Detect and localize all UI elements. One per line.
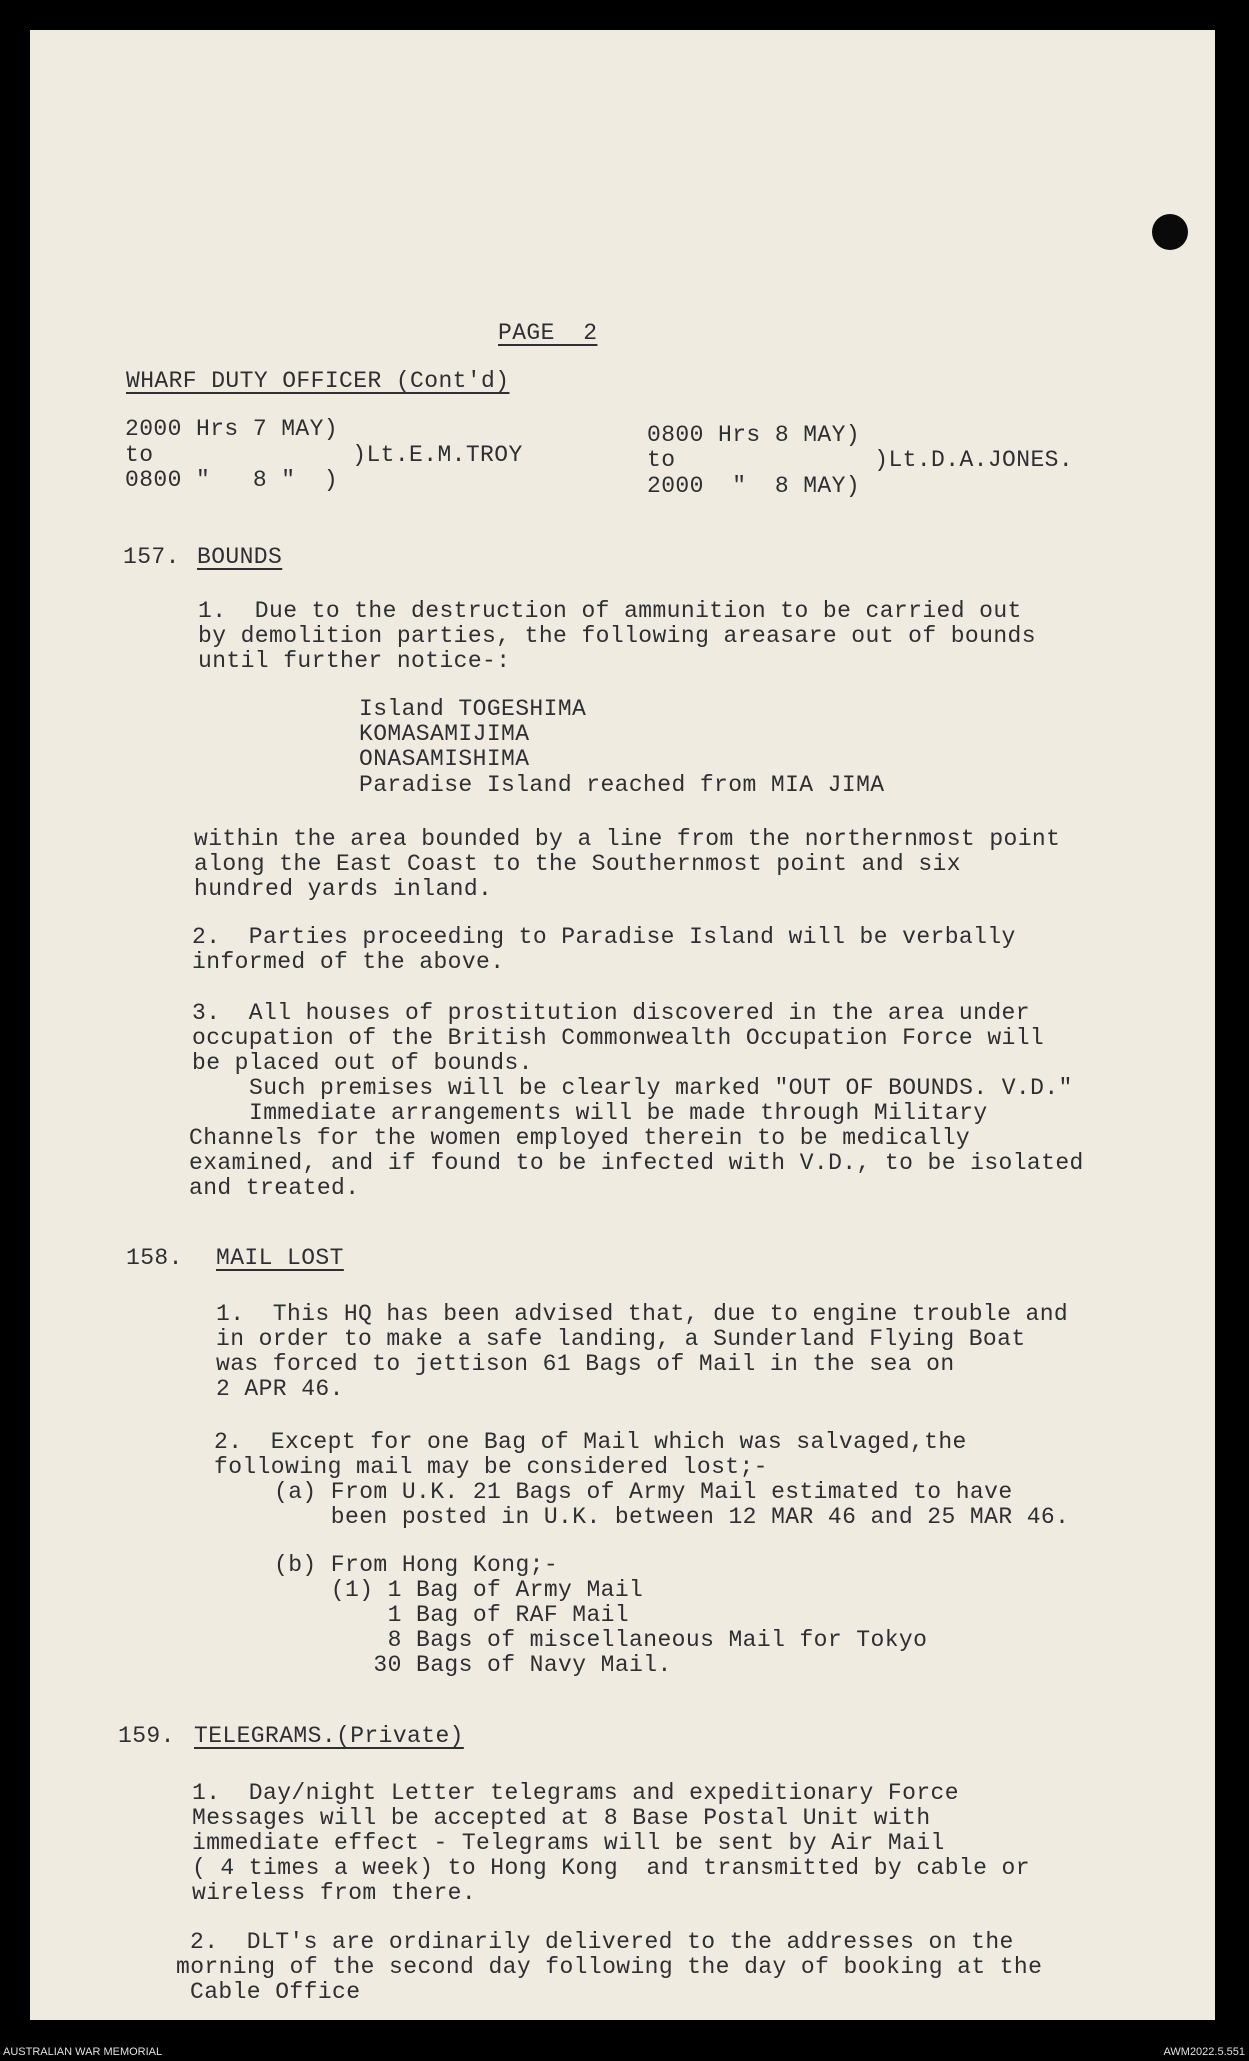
text-line: Immediate arrangements will be made through Military bbox=[249, 1100, 988, 1126]
text-line: and treated. bbox=[189, 1175, 360, 1201]
text-line: 30 Bags of Navy Mail. bbox=[274, 1652, 672, 1678]
duty-right-line: to )Lt.D.A.JONES. bbox=[647, 447, 1074, 473]
text-line: be placed out of bounds. bbox=[192, 1050, 533, 1076]
page-number: PAGE 2 bbox=[498, 320, 598, 346]
footer-catalog-number: AWM2022.5.551 bbox=[1163, 2046, 1245, 2058]
text-line: along the East Coast to the Southernmost point and six bbox=[194, 851, 961, 877]
text-line: (1) 1 Bag of Army Mail bbox=[274, 1577, 644, 1603]
duty-left-line: 2000 Hrs 7 MAY) bbox=[125, 416, 339, 442]
text-line: within the area bounded by a line from the northernmost point bbox=[194, 826, 1061, 852]
text-line: (a) From U.K. 21 Bags of Army Mail estimated to have bbox=[274, 1479, 1013, 1505]
text-line: ( 4 times a week) to Hong Kong and transmitted by cable or bbox=[192, 1855, 1030, 1881]
text-line: wireless from there. bbox=[192, 1880, 477, 1906]
duty-left-line: 0800 " 8 " ) bbox=[125, 467, 339, 493]
text-line: 8 Bags of miscellaneous Mail for Tokyo bbox=[274, 1627, 928, 1653]
text-line: until further notice-: bbox=[198, 648, 511, 674]
text-line: in order to make a safe landing, a Sunderland Flying Boat bbox=[216, 1326, 1026, 1352]
section-number: 157. bbox=[123, 544, 180, 570]
text-line: 1 Bag of RAF Mail bbox=[274, 1602, 630, 1628]
footer-archive-name: AUSTRALIAN WAR MEMORIAL bbox=[3, 2046, 163, 2058]
duty-left-line: to )Lt.E.M.TROY bbox=[125, 442, 523, 468]
text-line: hundred yards inland. bbox=[194, 876, 493, 902]
punch-hole bbox=[1152, 214, 1188, 250]
area-item: KOMASAMIJIMA bbox=[359, 721, 530, 747]
text-line: Such premises will be clearly marked "OUT OF BOUNDS. V.D." bbox=[249, 1075, 1073, 1101]
duty-right-line: 2000 " 8 MAY) bbox=[647, 473, 861, 499]
text-line: 2. Parties proceeding to Paradise Island will be verbally bbox=[192, 924, 1016, 950]
duty-right-line: 0800 Hrs 8 MAY) bbox=[647, 422, 861, 448]
text-line: morning of the second day following the day of booking at the bbox=[176, 1954, 1043, 1980]
section-heading: TELEGRAMS.(Private) bbox=[194, 1723, 464, 1749]
text-line: Cable Office bbox=[190, 1979, 361, 2005]
text-line: 1. This HQ has been advised that, due to engine trouble and bbox=[216, 1301, 1069, 1327]
text-line: 1. Due to the destruction of ammunition to be carried out bbox=[198, 598, 1022, 624]
text-line: 2. DLT's are ordinarily delivered to the addresses on the bbox=[190, 1929, 1014, 1955]
text-line: following mail may be considered lost;- bbox=[214, 1454, 768, 1480]
text-line: Messages will be accepted at 8 Base Postal Unit with bbox=[192, 1805, 931, 1831]
section-number: 158. bbox=[126, 1245, 183, 1271]
section-heading: BOUNDS bbox=[197, 544, 283, 570]
text-line: was forced to jettison 61 Bags of Mail in the sea on bbox=[216, 1351, 955, 1377]
section-heading: MAIL LOST bbox=[216, 1245, 344, 1271]
area-item: Island TOGESHIMA bbox=[359, 696, 587, 722]
text-line: 2. Except for one Bag of Mail which was salvaged,the bbox=[214, 1429, 967, 1455]
section-title: WHARF DUTY OFFICER (Cont'd) bbox=[126, 368, 510, 394]
area-item: Paradise Island reached from MIA JIMA bbox=[359, 772, 885, 798]
area-item: ONASAMISHIMA bbox=[359, 746, 530, 772]
text-line: (b) From Hong Kong;- bbox=[274, 1552, 559, 1578]
text-line: 1. Day/night Letter telegrams and expeditionary Force bbox=[192, 1780, 959, 1806]
text-line: 3. All houses of prostitution discovered in the area under bbox=[192, 1000, 1030, 1026]
section-number: 159. bbox=[118, 1723, 175, 1749]
text-line: 2 APR 46. bbox=[216, 1376, 344, 1402]
text-line: occupation of the British Commonwealth Occupation Force will bbox=[192, 1025, 1045, 1051]
text-line: examined, and if found to be infected with V.D., to be isolated bbox=[189, 1150, 1084, 1176]
text-line: immediate effect - Telegrams will be sent by Air Mail bbox=[192, 1830, 945, 1856]
text-line: Channels for the women employed therein to be medically bbox=[189, 1125, 971, 1151]
text-line: by demolition parties, the following areasare out of bounds bbox=[198, 623, 1036, 649]
text-line: informed of the above. bbox=[192, 949, 505, 975]
text-line: been posted in U.K. between 12 MAR 46 and 25 MAR 46. bbox=[274, 1504, 1070, 1530]
